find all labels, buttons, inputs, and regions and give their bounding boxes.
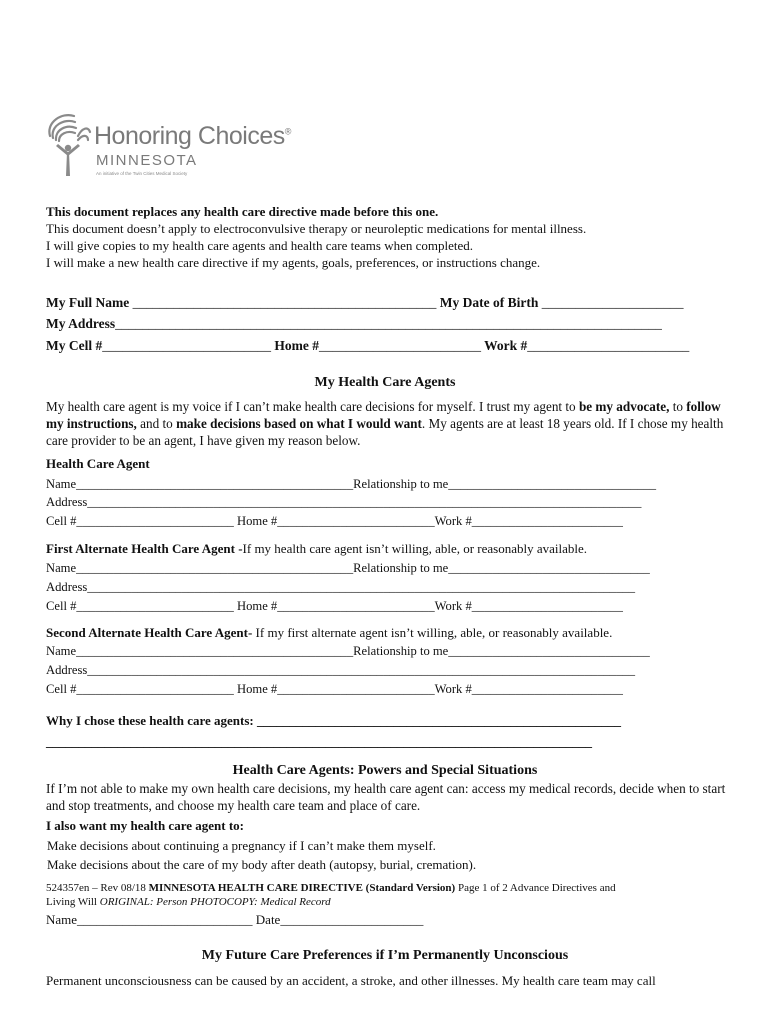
agents-section-title: My Health Care Agents: [314, 375, 456, 390]
footer-code: 524357en – Rev 08/18: [46, 882, 149, 894]
agent-first-alt-contact-field[interactable]: Cell #_________________________ Home #_________________________Work #________________________: [46, 599, 623, 613]
full-name-row: [46, 295, 683, 311]
why-chose-label: Why I chose these health care agents:: [46, 713, 254, 728]
agent-second-alt-contact-field[interactable]: Cell #_________________________ Home #_________________________Work #________________________: [46, 682, 623, 696]
agents-p-text-c: to: [669, 399, 687, 414]
logo-emblem: [42, 110, 92, 180]
agents-p-text-g: . My agents are at least 18 years old. If I chose my health care provider to be an agent, I have given my reason below.: [46, 416, 724, 448]
agent-second-alt-name-field[interactable]: Name____________________________________________Relationship to me________________________________: [46, 644, 650, 658]
logo: [42, 110, 291, 182]
dob-label: My Date of Birth: [439, 295, 539, 310]
work-field[interactable]: ________________________: [527, 338, 690, 353]
footer-copy-note: ORIGINAL: Person PHOTOCOPY: Medical Record: [99, 896, 331, 908]
agent-first-alt-desc: If my health care agent isn’t willing, able, or reasonably available.: [242, 541, 588, 556]
logo-state: MINNESOTA: [96, 152, 198, 169]
intro-line-4: I will make a new health care directive if my agents, goals, preferences, or instructions change.: [46, 255, 541, 270]
agent-first-alt-heading: First Alternate Health Care Agent -: [46, 541, 243, 556]
agent-second-alt-desc: If my first alternate agent isn’t willing, able, or reasonably available.: [252, 625, 613, 640]
power-item-pregnancy: [46, 838, 436, 854]
power-item-pregnancy-label: Make decisions about continuing a pregnancy if I can’t make them myself.: [47, 838, 436, 853]
logo-reg-mark: ®: [284, 126, 291, 137]
home-label: Home #: [274, 338, 319, 353]
powers-section-title: Health Care Agents: Powers and Special Situations: [232, 763, 538, 778]
agent-second-alt-heading: Second Alternate Health Care Agent-: [46, 625, 253, 640]
power-item-after-death-label: Make decisions about the care of my body after death (autopsy, burial, cremation).: [47, 857, 477, 872]
footer-name-date-field[interactable]: Name___________________________ Date______________________: [46, 912, 424, 927]
cell-field[interactable]: _________________________: [102, 338, 271, 353]
agent-primary-contact-field[interactable]: Cell #_________________________ Home #_________________________Work #________________________: [46, 514, 623, 528]
intro-line-2: This document doesn’t apply to electroconvulsive therapy or neuroleptic medications for mental illness.: [46, 221, 587, 236]
footer-line-1: [46, 882, 616, 894]
agents-intro-paragraph: [46, 398, 736, 449]
address-row: [46, 316, 662, 332]
why-chose-row: [46, 713, 621, 729]
agent-first-alt-name-field[interactable]: Name____________________________________________Relationship to me________________________________: [46, 561, 650, 575]
footer-living-will: Living Will: [46, 896, 100, 908]
footer-doc-title: MINNESOTA HEALTH CARE DIRECTIVE (Standard Version): [148, 882, 456, 894]
agents-p-bold-f: make decisions based on what I would want: [176, 416, 422, 431]
footer-line-2: [46, 896, 331, 908]
future-paragraph: Permanent unconsciousness can be caused by an accident, a stroke, and other illnesses. My health care team may call: [46, 973, 656, 988]
footer-page: Page 1 of 2 Advance Directives and: [455, 882, 616, 894]
agents-p-text-a: My health care agent is my voice if I can’t make health care decisions for myself. I trust my agent to: [46, 399, 579, 414]
address-field[interactable]: _________________________________________________________________________________: [115, 316, 662, 331]
work-label: Work #: [484, 338, 528, 353]
also-want-heading: I also want my health care agent to:: [46, 818, 244, 833]
future-section-title: My Future Care Preferences if I’m Permanently Unconscious: [201, 948, 569, 963]
agent-first-alt-address-field[interactable]: Address_______________________________________________________________________________________: [46, 580, 636, 594]
logo-name: Honoring Choices®: [94, 122, 291, 150]
why-chose-field-2[interactable]: ____________________________________________________________________________________: [46, 734, 592, 749]
agents-p-text-e: and to: [136, 416, 177, 431]
agent-second-alt-address-field[interactable]: Address_______________________________________________________________________________________: [46, 663, 636, 677]
agents-p-bold-b: be my advocate,: [578, 399, 670, 414]
full-name-label: My Full Name: [46, 295, 130, 310]
agent-second-alt-heading-row: [46, 625, 612, 641]
powers-paragraph: If I’m not able to make my own health care decisions, my health care agent can: access my medical records, decide when to start and stop treatments, and choose my health care team and place of care.: [46, 781, 726, 813]
why-chose-field-1[interactable]: ________________________________________________________: [257, 713, 621, 728]
logo-tagline: An initiative of the Twin Cities Medical Society: [96, 171, 188, 176]
home-field[interactable]: ________________________: [319, 338, 481, 353]
phone-row: [46, 338, 689, 354]
dob-field[interactable]: _____________________: [541, 295, 684, 310]
intro-line-3: I will give copies to my health care agents and health care teams when completed.: [46, 238, 474, 253]
address-label: My Address: [46, 316, 116, 331]
full-name-field[interactable]: _____________________________________________: [132, 295, 437, 310]
agent-primary-heading: Health Care Agent: [46, 456, 150, 471]
agent-primary-name-field[interactable]: Name____________________________________________Relationship to me_________________________________: [46, 477, 657, 491]
agent-first-alt-heading-row: [46, 541, 587, 557]
cell-label: My Cell #: [46, 338, 103, 353]
agents-p-bold-d: follow my instructions,: [46, 399, 721, 431]
agent-primary-address-field[interactable]: Address________________________________________________________________________________________: [46, 495, 642, 509]
intro-bold-line: This document replaces any health care directive made before this one.: [46, 204, 439, 219]
power-item-after-death: [46, 857, 476, 873]
